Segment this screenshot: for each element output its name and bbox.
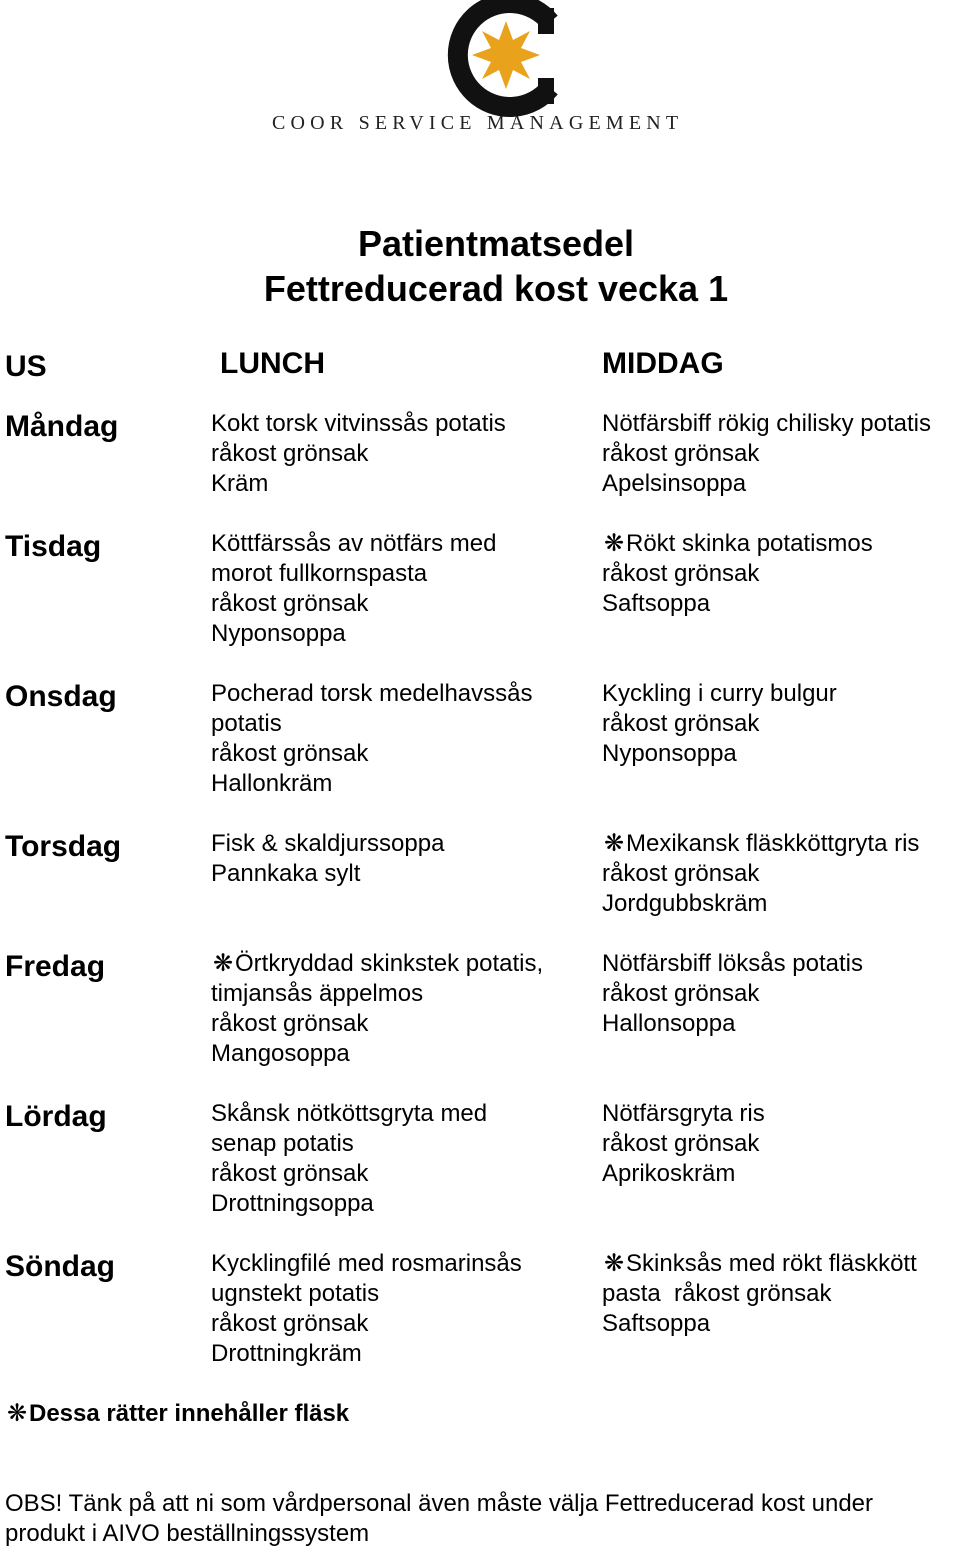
menu-line: Kycklingfilé med rosmarinsås	[211, 1250, 522, 1277]
dinner-cell-tisdag	[602, 529, 873, 619]
logo-text: COOR SERVICE MANAGEMENT	[272, 112, 684, 134]
day-label: Fredag	[5, 950, 106, 983]
day-label: Tisdag	[5, 530, 102, 563]
menu-line: råkost grönsak	[602, 1130, 760, 1157]
lunch-cell-lordag	[211, 1099, 487, 1219]
menu-line: Drottningkräm	[211, 1340, 362, 1367]
menu-line: Pannkaka sylt	[211, 860, 361, 887]
menu-line: Hallonkräm	[211, 770, 333, 797]
menu-line: potatis	[211, 710, 282, 737]
header-us: US	[5, 350, 47, 383]
menu-line: Jordgubbskräm	[602, 890, 768, 917]
dinner-cell-torsdag	[602, 829, 919, 919]
obs-note: OBS! Tänk på att ni som vårdpersonal även måste välja Fettreducerad kost under produkt i AIVO beställningssystem	[5, 1490, 874, 1547]
menu-line: Skinksås med rökt fläskkött	[626, 1250, 917, 1277]
lunch-cell-onsdag	[211, 679, 533, 799]
menu-line: råkost grönsak	[602, 860, 760, 887]
menu-line: råkost grönsak	[211, 590, 369, 617]
pork-note	[5, 1399, 349, 1429]
menu-line: Nyponsoppa	[602, 740, 737, 767]
menu-line: Kokt torsk vitvinssås potatis	[211, 410, 506, 437]
menu-line: senap potatis	[211, 1130, 354, 1157]
menu-line: Pocherad torsk medelhavssås	[211, 680, 533, 707]
menu-line: timjansås äppelmos	[211, 980, 424, 1007]
menu-line: Saftsoppa	[602, 590, 711, 617]
menu-line: råkost grönsak	[211, 1010, 369, 1037]
menu-line: Hallonsoppa	[602, 1010, 736, 1037]
pork-note-text: Dessa rätter innehåller fläsk	[29, 1400, 350, 1427]
pork-asterisk-icon: ❋	[6, 1400, 28, 1427]
menu-line: råkost grönsak	[602, 560, 760, 587]
coor-star-icon	[472, 21, 540, 89]
pork-asterisk-icon: ❋	[212, 950, 234, 977]
lunch-cell-tisdag	[211, 529, 496, 649]
menu-line: morot fullkornspasta	[211, 560, 428, 587]
menu-line: Mangosoppa	[211, 1040, 350, 1067]
pork-asterisk-icon: ❋	[603, 830, 625, 857]
day-label: Torsdag	[5, 830, 122, 863]
page-title: Patientmatsedel	[357, 223, 635, 264]
day-label: Onsdag	[5, 680, 117, 713]
menu-line: Nötfärsbiff rökig chilisky potatis	[602, 410, 932, 437]
menu-line: Drottningsoppa	[211, 1190, 374, 1217]
day-label: Måndag	[5, 410, 119, 443]
menu-line: råkost grönsak	[211, 740, 369, 767]
dinner-cell-mandag	[602, 409, 931, 499]
day-label: Söndag	[5, 1250, 115, 1283]
menu-line: Skånsk nötköttsgryta med	[211, 1100, 488, 1127]
page-subtitle: Fettreducerad kost vecka 1	[263, 268, 729, 309]
menu-line: råkost grönsak	[602, 440, 760, 467]
menu-line: råkost grönsak	[211, 440, 369, 467]
menu-line: Apelsinsoppa	[602, 470, 747, 497]
menu-line: Rökt skinka potatismos	[626, 530, 873, 557]
menu-line: råkost grönsak	[211, 1310, 369, 1337]
menu-line: Mexikansk fläskköttgryta ris	[626, 830, 920, 857]
menu-line: Nyponsoppa	[211, 620, 346, 647]
dinner-cell-onsdag	[602, 679, 837, 769]
menu-line: pasta råkost grönsak	[602, 1280, 832, 1307]
menu-line: Nötfärsbiff löksås potatis	[602, 950, 864, 977]
dinner-cell-fredag	[602, 949, 863, 1039]
menu-line: råkost grönsak	[602, 710, 760, 737]
dinner-cell-lordag	[602, 1099, 765, 1189]
header-lunch: LUNCH	[220, 347, 325, 380]
menu-line: råkost grönsak	[211, 1160, 369, 1187]
menu-line: Nötfärsgryta ris	[602, 1100, 765, 1127]
menu-line: Köttfärssås av nötfärs med	[211, 530, 497, 557]
menu-line: ugnstekt potatis	[211, 1280, 380, 1307]
day-label: Lördag	[5, 1100, 107, 1133]
pork-asterisk-icon: ❋	[603, 1250, 625, 1277]
dinner-cell-sondag	[602, 1249, 917, 1339]
menu-line: råkost grönsak	[602, 980, 760, 1007]
lunch-cell-torsdag	[211, 829, 444, 889]
menu-line: Saftsoppa	[602, 1310, 711, 1337]
lunch-cell-mandag	[211, 409, 506, 499]
menu-line: Örtkryddad skinkstek potatis,	[235, 950, 544, 977]
menu-line: Kräm	[211, 470, 269, 497]
lunch-cell-fredag	[211, 949, 543, 1069]
lunch-cell-sondag	[211, 1249, 522, 1369]
pork-asterisk-icon: ❋	[603, 530, 625, 557]
header-middag: MIDDAG	[602, 347, 724, 380]
menu-line: Fisk & skaldjurssoppa	[211, 830, 445, 857]
menu-line: Aprikoskräm	[602, 1160, 736, 1187]
menu-line: Kyckling i curry bulgur	[602, 680, 837, 707]
